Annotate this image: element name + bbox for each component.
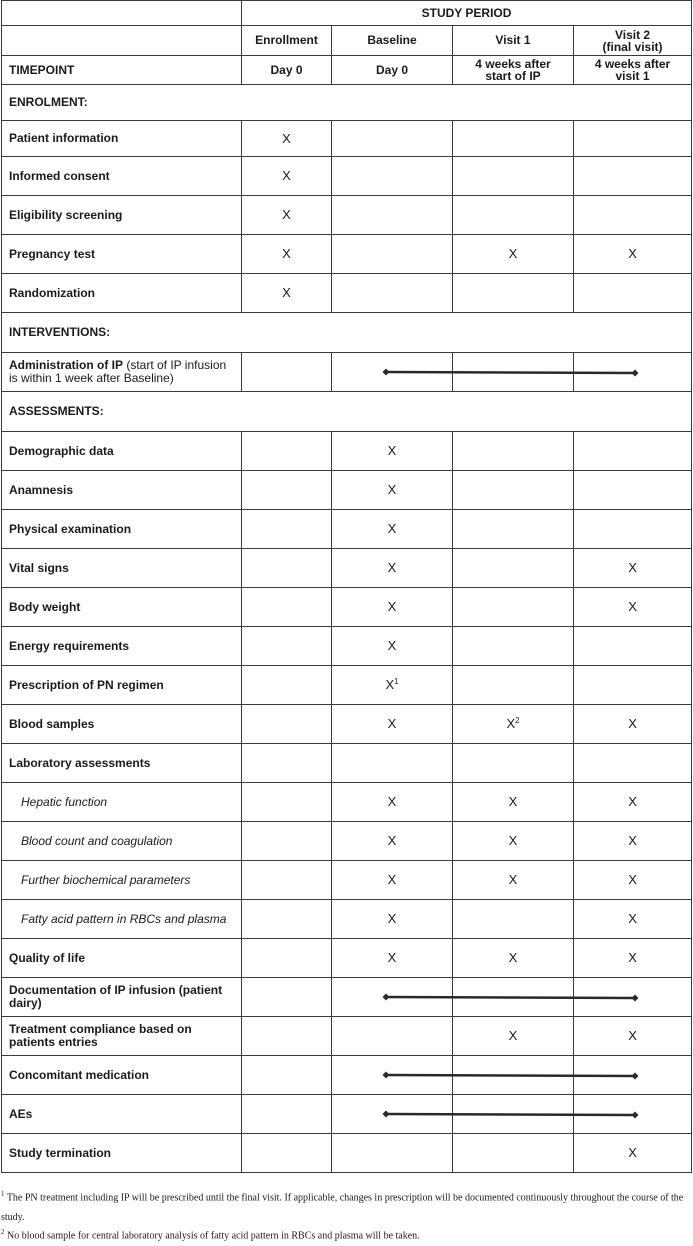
row-label-vital-signs: Vital signs	[2, 549, 242, 588]
table-row	[2, 1056, 692, 1095]
table-row	[2, 1017, 692, 1056]
cell-mark	[242, 121, 332, 157]
col-baseline: Baseline	[332, 26, 453, 56]
cell-empty	[574, 121, 692, 157]
admin-label-bold: Administration of IP	[9, 358, 123, 372]
table-row	[2, 235, 692, 274]
blank-corner	[2, 1, 242, 26]
check-mark: X	[387, 911, 397, 926]
section-row-enrolment	[2, 85, 692, 121]
cell-empty	[453, 471, 574, 510]
row-label-anamnesis: Anamnesis	[2, 471, 242, 510]
cell-empty	[242, 432, 332, 471]
cell-empty	[574, 666, 692, 705]
table-row	[2, 822, 692, 861]
cell-empty	[453, 549, 574, 588]
cell-mark	[332, 432, 453, 471]
cell-mark	[574, 588, 692, 627]
row-label-pregnancy-test: Pregnancy test	[2, 235, 242, 274]
check-mark: X	[387, 950, 397, 965]
check-mark: X	[387, 794, 397, 809]
table-row	[2, 549, 692, 588]
cell-mark	[242, 235, 332, 274]
cell-empty	[453, 274, 574, 313]
cell-empty	[332, 235, 453, 274]
cell-empty	[242, 861, 332, 900]
cell-empty	[242, 549, 332, 588]
cell-empty	[242, 588, 332, 627]
cell-mark	[332, 588, 453, 627]
cell-empty	[574, 744, 692, 783]
cell-empty	[574, 274, 692, 313]
schedule-table	[1, 0, 692, 1173]
cell-mark	[453, 783, 574, 822]
cell-empty	[242, 1134, 332, 1173]
check-mark: X	[508, 794, 518, 809]
check-mark: X	[628, 911, 637, 926]
cell-mark	[242, 157, 332, 196]
cell-empty	[242, 939, 332, 978]
row-label-eligibility-screening: Eligibility screening	[2, 196, 242, 235]
cell-empty	[242, 900, 332, 939]
footnote-1-text: The PN treatment including IP will be prescribed until the final visit. If applicable, changes in prescription will be documented continuously throughout the course of the study.	[1, 1192, 684, 1224]
row-label-concomitant-medication: Concomitant medication	[2, 1056, 242, 1095]
check-mark: X	[508, 872, 518, 887]
row-label-patient-information: Patient information	[2, 121, 242, 157]
cell-empty	[453, 157, 574, 196]
cell-mark	[574, 1017, 692, 1056]
check-mark: X	[387, 833, 397, 848]
cell-mark	[453, 1017, 574, 1056]
check-mark: X	[385, 677, 395, 692]
row-label-blood-samples: Blood samples	[2, 705, 242, 744]
check-mark: X	[506, 716, 516, 731]
section-assessments: ASSESSMENTS:	[2, 392, 692, 432]
cell-mark	[574, 1134, 692, 1173]
cell-mark	[332, 510, 453, 549]
table-row	[2, 588, 692, 627]
col-visit-2: Visit 2 (final visit)	[574, 26, 692, 56]
table-row	[2, 744, 692, 783]
cell-mark	[574, 939, 692, 978]
row-label-hepatic-function: Hepatic function	[2, 783, 242, 822]
section-row-interventions	[2, 313, 692, 353]
cell-empty	[242, 1056, 332, 1095]
cell-empty	[453, 432, 574, 471]
row-label-quality-of-life: Quality of life	[2, 939, 242, 978]
cell-mark	[574, 861, 692, 900]
check-mark: X	[628, 716, 637, 731]
section-enrolment: ENROLMENT:	[2, 85, 692, 121]
timepoint-enrollment: Day 0	[242, 56, 332, 85]
table-row	[2, 666, 692, 705]
check-mark: X	[387, 716, 397, 731]
check-mark: X	[387, 872, 397, 887]
cell-empty	[574, 627, 692, 666]
cell-empty	[332, 196, 453, 235]
row-label-physical-examination: Physical examination	[2, 510, 242, 549]
cell-mark	[574, 235, 692, 274]
check-mark: X	[628, 833, 637, 848]
table-row	[2, 978, 692, 1017]
check-mark: X	[628, 560, 637, 575]
cell-mark	[574, 822, 692, 861]
cell-mark	[332, 627, 453, 666]
cell-empty	[242, 1095, 332, 1134]
table-row	[2, 1134, 692, 1173]
cell-mark	[453, 822, 574, 861]
table-row	[2, 471, 692, 510]
cell-mark	[453, 939, 574, 978]
row-label-fatty-acid: Fatty acid pattern in RBCs and plasma	[2, 900, 242, 939]
check-mark: X	[628, 599, 637, 614]
schedule-of-assessments	[1, 0, 691, 1173]
cell-mark	[574, 705, 692, 744]
cell-empty	[332, 1095, 453, 1134]
timepoint-baseline: Day 0	[332, 56, 453, 85]
cell-empty	[242, 471, 332, 510]
header-row-columns	[2, 26, 692, 56]
cell-mark	[332, 822, 453, 861]
check-mark: X	[508, 950, 518, 965]
table-row	[2, 939, 692, 978]
cell-empty	[453, 900, 574, 939]
row-label-aes: AEs	[2, 1095, 242, 1134]
cell-empty	[574, 1095, 692, 1134]
cell-empty	[453, 510, 574, 549]
cell-mark	[332, 549, 453, 588]
cell-empty	[574, 978, 692, 1017]
cell-empty	[574, 157, 692, 196]
cell-mark	[332, 900, 453, 939]
check-mark: X	[282, 207, 291, 222]
cell-empty	[453, 978, 574, 1017]
table-row	[2, 121, 692, 157]
cell-empty	[332, 1056, 453, 1095]
cell-mark	[332, 861, 453, 900]
check-mark: X	[387, 560, 397, 575]
footnote-2-mark: 2	[1, 1228, 5, 1236]
cell-empty	[453, 1134, 574, 1173]
row-label-energy-requirements: Energy requirements	[2, 627, 242, 666]
check-mark: X	[628, 872, 637, 887]
cell-mark	[332, 783, 453, 822]
table-row	[2, 157, 692, 196]
header-row-period	[2, 1, 692, 26]
check-mark: X	[628, 1145, 637, 1160]
check-mark: X	[282, 130, 291, 146]
check-mark: X	[508, 1028, 518, 1043]
cell-empty	[242, 627, 332, 666]
timepoint-visit-2: 4 weeks after visit 1	[574, 56, 692, 85]
enrolment-rows	[2, 121, 692, 313]
header-row-timepoint	[2, 56, 692, 85]
cell-empty	[332, 744, 453, 783]
col-visit-1: Visit 1	[453, 26, 574, 56]
cell-mark	[332, 939, 453, 978]
check-mark: X	[387, 638, 397, 653]
cell-empty	[242, 783, 332, 822]
section-interventions: INTERVENTIONS:	[2, 313, 692, 353]
cell-empty	[453, 1056, 574, 1095]
row-label-prescription-pn: Prescription of PN regimen	[2, 666, 242, 705]
footnote-ref: 2	[515, 716, 520, 725]
cell-empty	[242, 744, 332, 783]
cell-empty	[242, 978, 332, 1017]
check-mark: X	[282, 246, 291, 261]
section-row-assessments	[2, 392, 692, 432]
check-mark: X	[387, 521, 397, 536]
table-row	[2, 274, 692, 313]
cell-mark	[453, 235, 574, 274]
table-row	[2, 783, 692, 822]
cell-empty	[453, 588, 574, 627]
table-row	[2, 353, 692, 392]
study-period-heading: STUDY PERIOD	[242, 1, 692, 26]
footnote-1-mark: 1	[1, 1190, 5, 1198]
table-row	[2, 510, 692, 549]
cell-mark	[242, 196, 332, 235]
check-mark: X	[628, 1028, 637, 1043]
cell-empty	[242, 510, 332, 549]
check-mark: X	[628, 950, 637, 965]
row-label-study-termination: Study termination	[2, 1134, 242, 1173]
cell-mark	[332, 666, 453, 705]
timepoint-visit-1: 4 weeks after start of IP	[453, 56, 574, 85]
cell-empty	[242, 822, 332, 861]
timepoint-label: TIMEPOINT	[2, 56, 242, 85]
cell-empty	[332, 157, 453, 196]
cell-empty	[242, 1017, 332, 1056]
assessment-rows	[2, 432, 692, 1173]
cell-empty	[453, 744, 574, 783]
cell-mark	[242, 274, 332, 313]
cell-empty	[574, 432, 692, 471]
col-enrollment: Enrollment	[242, 26, 332, 56]
check-mark: X	[387, 599, 397, 614]
cell-mark	[574, 549, 692, 588]
cell-empty	[332, 274, 453, 313]
cell-empty	[332, 978, 453, 1017]
cell-mark	[574, 783, 692, 822]
check-mark: X	[508, 833, 518, 848]
footnote-ref: 1	[394, 677, 399, 686]
cell-empty	[453, 196, 574, 235]
footnote-2-text: No blood sample for central laboratory analysis of fatty acid pattern in RBCs and plasma will be taken.	[7, 1230, 420, 1242]
cell-empty	[332, 1134, 453, 1173]
cell-empty	[453, 666, 574, 705]
row-label-randomization: Randomization	[2, 274, 242, 313]
cell-mark	[332, 705, 453, 744]
footnote-2	[1, 1222, 691, 1246]
cell-mark	[453, 705, 574, 744]
table-row	[2, 432, 692, 471]
row-label-biochemical: Further biochemical parameters	[2, 861, 242, 900]
admin-label-note: (start of IP infusion is within 1 week after Baseline)	[9, 358, 227, 385]
row-label-blood-count: Blood count and coagulation	[2, 822, 242, 861]
check-mark: X	[282, 285, 291, 300]
cell-empty	[574, 510, 692, 549]
row-label-administration-ip	[2, 353, 242, 392]
cell-empty	[453, 121, 574, 157]
cell-empty	[332, 1017, 453, 1056]
table-row	[2, 627, 692, 666]
check-mark: X	[628, 794, 637, 809]
check-mark: X	[387, 482, 397, 497]
cell-empty	[242, 666, 332, 705]
row-label-demographic-data: Demographic data	[2, 432, 242, 471]
check-mark: X	[282, 168, 291, 183]
table-row	[2, 861, 692, 900]
cell-mark	[574, 900, 692, 939]
check-mark: X	[508, 246, 518, 261]
row-label-laboratory-assessments: Laboratory assessments	[2, 744, 242, 783]
table-row	[2, 196, 692, 235]
table-row	[2, 705, 692, 744]
row-label-treatment-compliance: Treatment compliance based on patients entries	[2, 1017, 242, 1056]
table-row	[2, 1095, 692, 1134]
row-label-body-weight: Body weight	[2, 588, 242, 627]
cell-empty	[332, 121, 453, 157]
check-mark: X	[628, 246, 637, 261]
cell-mark	[453, 861, 574, 900]
check-mark: X	[387, 443, 397, 458]
row-label-informed-consent: Informed consent	[2, 157, 242, 196]
cell-empty	[242, 705, 332, 744]
cell-empty	[453, 627, 574, 666]
cell-empty	[574, 196, 692, 235]
cell-empty	[453, 1095, 574, 1134]
cell-empty	[574, 471, 692, 510]
table-row	[2, 900, 692, 939]
cell-mark	[332, 471, 453, 510]
cell-empty	[574, 1056, 692, 1095]
row-label-documentation-ip: Documentation of IP infusion (patient dairy)	[2, 978, 242, 1017]
